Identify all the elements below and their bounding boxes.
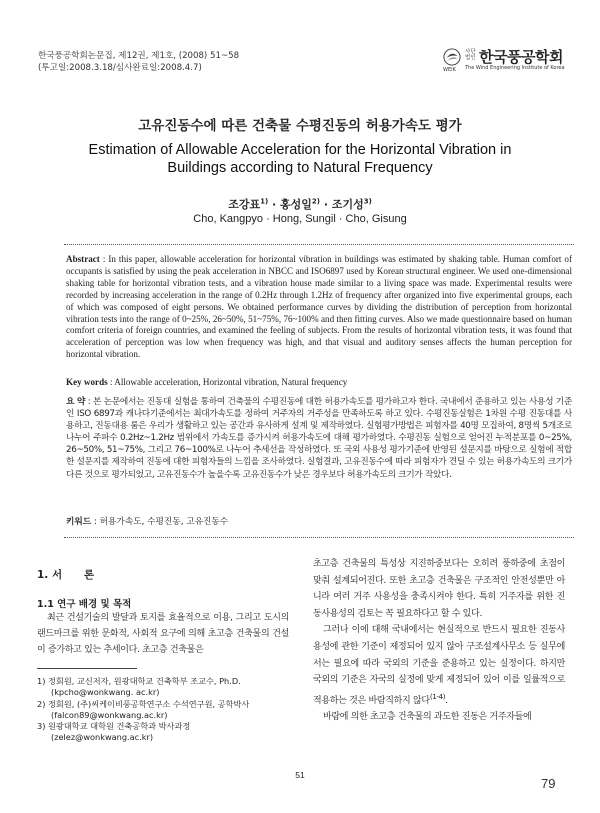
abstract-korean [66,396,572,481]
keywords-label: Key words [66,377,108,387]
footnote-3: 3) 원광대학교 대학원 건축공학과 박사과정(zelez@wonkwang.ac.kr) [37,721,191,743]
logo-small-text: 사단 법인 [465,49,476,61]
author-2: 홍성일 [280,198,312,211]
paragraph-end: . [445,695,448,706]
paragraph: 초고층 건축물의 특성상 지진하중보다는 오히려 풍하중에 초점이 맞춰 설계되어진다. 또한 초고층 건축물은 구조적인 안전성뿐만 아니라 여러 거주 사용성을 충족시켜야 한다. 특히 거주자를 위한 진동사용성의 검토는 꼭 필요하다고 할 수 있다. [313,559,565,619]
subsection-title: 1.1 연구 배경 및 목적 [37,599,132,610]
paragraph [313,622,565,709]
abstract-text: : In this paper, allowable acceleration for horizontal vibration in buildings was estimated by shaking table. Human comfort of occupants is satisfied by using the peak acceleration in NBCC and ISO6897 used by Korean structural engineer. We used one-dimensional shaking table for horizontal vibration tests, and a vibration house made similar to a living space was made. Experimental results were recorded by increasing acceleration in the range of 0.2Hz through 1.2Hz of frequency after organized into five experimental groups, each of which was composed of eight persons. We obtained performance curves by dividing the distribution of perception from horizontal vibration tests into the range of 0~25%, 26~50%, 51~75%, 76~100% and then fitting curves. Also we made questionnaire based on human comfort criteria of foreign countries, and examined the feeling of subjects. From the results of horizontal vibration tests, it was found that acceleration of perception was low when frequency was high, and that visual and auditory senses affects the human perception for horizontal vibration. [66,254,572,360]
page-number: 51 [295,770,305,780]
keywords-korean [66,515,572,527]
logo-english-name: The Wind Engineering Institute of Korea [465,65,565,71]
abstract-top-rule [64,244,574,245]
author-1: 조강표 [228,198,261,211]
korean-keywords-text: : 허용가속도, 수평진동, 고유진동수 [91,517,229,527]
keywords-english [66,377,572,387]
author-3-mark: 3) [363,197,372,206]
abstract-bottom-rule [64,537,574,538]
author-2-mark: 2) [311,197,320,206]
section-title: 1. 서 론 [37,569,95,581]
right-column-text [313,556,565,726]
abstract-label: Abstract [66,254,100,264]
paragraph: 바람에 의한 초고층 건축물의 과도한 진동은 거주자들에 [323,712,532,723]
footnotes [37,676,292,744]
keywords-text: : Allowable acceleration, Horizontal vibration, Natural frequency [107,377,348,387]
footnote-rule [37,668,137,669]
author-separator: · [319,198,332,211]
footnote-1: 1) 정회원, 교신저자, 원광대학교 건축학부 조교수, Ph.D.(kpcho@wonkwang. ac.kr) [37,676,241,698]
abstract-english [66,254,572,361]
author-separator: · [268,198,281,211]
title-korean: 고유진동수에 따른 건축물 수평진동의 허용가속도 평가 [138,118,462,134]
society-emblem-icon [443,48,461,66]
paragraph-text: 그러나 이에 대해 국내에서는 현실적으로 반드시 필요한 진동사용성에 관한 기준이 제정되어 있지 않아 구조설계사무소 등 실무에서는 필요에 따라 국외의 기준을 준용하고 있는 실정이다. 하지만 국외의 기준은 자국의 실정에 맞게 제정되어 있어 이를 일률적으로 적용하는 것은 바람직하지 않다 [313,625,565,706]
korean-abstract-text: : 본 논문에서는 진동대 실험을 통하여 건축물의 수평진동에 대한 허용가속도를 평가하고자 한다. 국내에서 준용하고 있는 사용성 기준인 ISO 6897과 캐나다기준에서는 최대가속도를 정하여 거주자의 거주성을 만족하도록 하고 있다. 수평진동실험은 1차원 수평 진동대를 사용하고, 진동대용 룸은 우리가 생활하고 있는 공간과 유사하게 설계 및 제작하였다. 실험평가방법은 피험자를 40명 모집하여, 8명씩 5개조로 나누어 주파수 0.2Hz~1.2Hz 범위에서 가속도를 증가시켜 허용가속도에 대해 평가하였다. 수평진동 실험으로 얻어진 누적분포를 0~25%, 26~50%, 51~75%, 그리고 76~100%로 나누어 추세선을 작성하였다. 또 국외 사용성 평가기준에 반영된 설문지를 바탕으로 실험에 적합한 설문지를 제작하여 진동에 대한 피험자들의 느낌을 조사하였다. 실험결과, 고유진동수에 따라 피험자가 견딜 수 있는 허용가속도의 크기가 다른 것으로 평가되었고, 고유진동수가 높을수록 고유진동수가 낮은 경우보다 허용가속도의 크기가 작았다. [66,397,572,480]
authors-english: Cho, Kangpyo · Hong, Sungil · Cho, Gisung [193,213,407,225]
citation-mark: (1-4) [429,692,446,701]
society-logo [443,46,563,74]
logo-society-name: 한국풍공학회 [479,48,563,66]
authors-korean [0,196,600,212]
left-column-text [37,610,289,659]
submission-dates: (투고일:2008.3.18/심사완료일:2008.4.7) [38,63,202,73]
journal-header [38,50,239,74]
title-english: Estimation of Allowable Acceleration for the Horizontal Vibration in Buildings according to Natural Frequency [88,142,512,176]
corner-page-number: 79 [541,776,556,791]
logo-abbreviation: WEIK [443,67,456,73]
korean-keywords-label: 키워드 [66,517,92,527]
author-3: 조기성 [331,198,364,211]
korean-abstract-label: 요 약 [66,397,86,407]
paragraph: 최근 건설기술의 발달과 토지를 효율적으로 이용, 그리고 도시의 랜드마크를 위한 문화적, 사회적 요구에 의해 초고층 건축물의 건설이 증가하고 있는 추세이다. 초고층 건축물은 [37,613,289,656]
footnote-2: 2) 정회원, (주)씨케이비풍공학연구소 수석연구원, 공학박사(falcon89@wonkwang.ac.kr) [37,698,250,720]
author-1-mark: 1) [260,197,269,206]
journal-citation: 한국풍공학회논문집, 제12권, 제1호, (2008) 51~58 [38,51,240,61]
